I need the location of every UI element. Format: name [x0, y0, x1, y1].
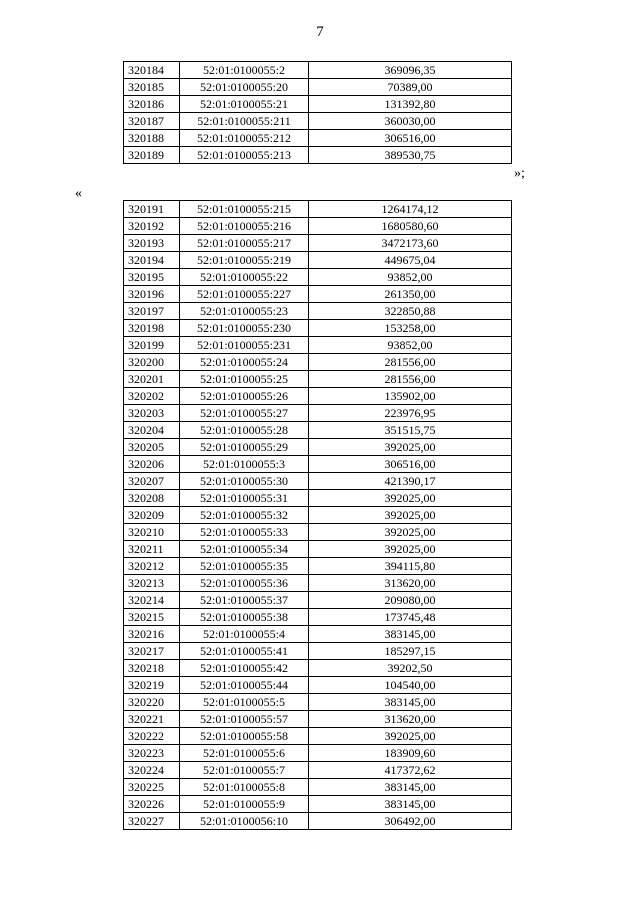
value-cell: 281556,00 — [309, 371, 512, 388]
cadastral-number-cell: 52:01:0100055:36 — [180, 575, 309, 592]
cadastral-number-cell: 52:01:0100055:41 — [180, 643, 309, 660]
cadastral-number-cell: 52:01:0100055:30 — [180, 473, 309, 490]
cadastral-number-cell: 52:01:0100055:57 — [180, 711, 309, 728]
cadastral-number-cell: 52:01:0100055:34 — [180, 541, 309, 558]
value-cell: 421390,17 — [309, 473, 512, 490]
value-cell: 392025,00 — [309, 490, 512, 507]
record-number-cell: 320194 — [124, 252, 180, 269]
page-number: 7 — [316, 24, 324, 40]
record-number-cell: 320200 — [124, 354, 180, 371]
cadastral-number-cell: 52:01:0100055:33 — [180, 524, 309, 541]
value-cell: 39202,50 — [309, 660, 512, 677]
table-row — [124, 354, 512, 371]
record-number-cell: 320221 — [124, 711, 180, 728]
cadastral-number-cell: 52:01:0100055:42 — [180, 660, 309, 677]
table-row — [124, 147, 512, 164]
cadastral-number-cell: 52:01:0100055:3 — [180, 456, 309, 473]
record-number-cell: 320218 — [124, 660, 180, 677]
record-number-cell: 320185 — [124, 79, 180, 96]
table-row — [124, 269, 512, 286]
cadastral-number-cell: 52:01:0100055:22 — [180, 269, 309, 286]
value-cell: 392025,00 — [309, 507, 512, 524]
value-cell: 1680580,60 — [309, 218, 512, 235]
cadastral-number-cell: 52:01:0100055:5 — [180, 694, 309, 711]
table-row — [124, 558, 512, 575]
cadastral-number-cell: 52:01:0100055:7 — [180, 762, 309, 779]
table-row — [124, 592, 512, 609]
cadastral-number-cell: 52:01:0100055:217 — [180, 235, 309, 252]
table-row — [124, 62, 512, 79]
cadastral-number-cell: 52:01:0100055:58 — [180, 728, 309, 745]
table-row — [124, 456, 512, 473]
record-number-cell: 320211 — [124, 541, 180, 558]
cadastral-number-cell: 52:01:0100055:9 — [180, 796, 309, 813]
table-row — [124, 677, 512, 694]
cadastral-number-cell: 52:01:0100055:20 — [180, 79, 309, 96]
record-number-cell: 320209 — [124, 507, 180, 524]
record-number-cell: 320188 — [124, 130, 180, 147]
record-number-cell: 320203 — [124, 405, 180, 422]
record-number-cell: 320192 — [124, 218, 180, 235]
table-row — [124, 439, 512, 456]
record-number-cell: 320187 — [124, 113, 180, 130]
value-cell: 351515,75 — [309, 422, 512, 439]
value-cell: 394115,80 — [309, 558, 512, 575]
cadastral-number-cell: 52:01:0100055:31 — [180, 490, 309, 507]
cadastral-number-cell: 52:01:0100055:29 — [180, 439, 309, 456]
cadastral-number-cell: 52:01:0100055:215 — [180, 201, 309, 218]
cadastral-number-cell: 52:01:0100055:4 — [180, 626, 309, 643]
value-cell: 392025,00 — [309, 524, 512, 541]
table-row — [124, 660, 512, 677]
table-row — [124, 796, 512, 813]
cadastral-table-1 — [123, 61, 512, 164]
value-cell: 383145,00 — [309, 796, 512, 813]
value-cell: 306516,00 — [309, 130, 512, 147]
record-number-cell: 320224 — [124, 762, 180, 779]
table-row — [124, 473, 512, 490]
record-number-cell: 320212 — [124, 558, 180, 575]
cadastral-number-cell: 52:01:0100055:231 — [180, 337, 309, 354]
record-number-cell: 320186 — [124, 96, 180, 113]
cadastral-number-cell: 52:01:0100055:23 — [180, 303, 309, 320]
record-number-cell: 320217 — [124, 643, 180, 660]
record-number-cell: 320226 — [124, 796, 180, 813]
table-row — [124, 745, 512, 762]
value-cell: 209080,00 — [309, 592, 512, 609]
table-row — [124, 643, 512, 660]
opening-quote: « — [75, 186, 82, 201]
record-number-cell: 320197 — [124, 303, 180, 320]
cadastral-number-cell: 52:01:0100055:2 — [180, 62, 309, 79]
value-cell: 131392,80 — [309, 96, 512, 113]
cadastral-number-cell: 52:01:0100055:216 — [180, 218, 309, 235]
record-number-cell: 320199 — [124, 337, 180, 354]
table-row — [124, 813, 512, 830]
table-row — [124, 286, 512, 303]
table-row — [124, 337, 512, 354]
value-cell: 383145,00 — [309, 779, 512, 796]
table-row — [124, 609, 512, 626]
value-cell: 306516,00 — [309, 456, 512, 473]
table-row — [124, 252, 512, 269]
value-cell: 392025,00 — [309, 728, 512, 745]
record-number-cell: 320191 — [124, 201, 180, 218]
cadastral-number-cell: 52:01:0100055:21 — [180, 96, 309, 113]
value-cell: 322850,88 — [309, 303, 512, 320]
value-cell: 223976,95 — [309, 405, 512, 422]
value-cell: 313620,00 — [309, 575, 512, 592]
table-row — [124, 218, 512, 235]
value-cell: 261350,00 — [309, 286, 512, 303]
cadastral-number-cell: 52:01:0100055:27 — [180, 405, 309, 422]
table-row — [124, 371, 512, 388]
record-number-cell: 320214 — [124, 592, 180, 609]
value-cell: 383145,00 — [309, 626, 512, 643]
record-number-cell: 320201 — [124, 371, 180, 388]
value-cell: 313620,00 — [309, 711, 512, 728]
table-row — [124, 235, 512, 252]
value-cell: 93852,00 — [309, 269, 512, 286]
record-number-cell: 320213 — [124, 575, 180, 592]
value-cell: 392025,00 — [309, 541, 512, 558]
value-cell: 70389,00 — [309, 79, 512, 96]
cadastral-number-cell: 52:01:0100055:38 — [180, 609, 309, 626]
value-cell: 183909,60 — [309, 745, 512, 762]
cadastral-number-cell: 52:01:0100055:212 — [180, 130, 309, 147]
cadastral-number-cell: 52:01:0100055:35 — [180, 558, 309, 575]
value-cell: 306492,00 — [309, 813, 512, 830]
value-cell: 383145,00 — [309, 694, 512, 711]
table-row — [124, 728, 512, 745]
value-cell: 185297,15 — [309, 643, 512, 660]
cadastral-number-cell: 52:01:0100055:37 — [180, 592, 309, 609]
table-row — [124, 524, 512, 541]
table-row — [124, 96, 512, 113]
value-cell: 104540,00 — [309, 677, 512, 694]
table-row — [124, 490, 512, 507]
record-number-cell: 320225 — [124, 779, 180, 796]
cadastral-number-cell: 52:01:0100055:25 — [180, 371, 309, 388]
table-row — [124, 711, 512, 728]
table-2-body — [124, 201, 512, 830]
record-number-cell: 320223 — [124, 745, 180, 762]
table-row — [124, 694, 512, 711]
table-row — [124, 79, 512, 96]
record-number-cell: 320208 — [124, 490, 180, 507]
record-number-cell: 320207 — [124, 473, 180, 490]
cadastral-number-cell: 52:01:0100055:211 — [180, 113, 309, 130]
cadastral-number-cell: 52:01:0100055:219 — [180, 252, 309, 269]
closing-quote: »; — [514, 166, 525, 181]
record-number-cell: 320222 — [124, 728, 180, 745]
value-cell: 392025,00 — [309, 439, 512, 456]
cadastral-number-cell: 52:01:0100056:10 — [180, 813, 309, 830]
cadastral-number-cell: 52:01:0100055:230 — [180, 320, 309, 337]
cadastral-number-cell: 52:01:0100055:24 — [180, 354, 309, 371]
value-cell: 93852,00 — [309, 337, 512, 354]
value-cell: 417372,62 — [309, 762, 512, 779]
value-cell: 369096,35 — [309, 62, 512, 79]
table-row — [124, 130, 512, 147]
value-cell: 281556,00 — [309, 354, 512, 371]
table-row — [124, 303, 512, 320]
record-number-cell: 320204 — [124, 422, 180, 439]
value-cell: 449675,04 — [309, 252, 512, 269]
record-number-cell: 320227 — [124, 813, 180, 830]
value-cell: 1264174,12 — [309, 201, 512, 218]
record-number-cell: 320216 — [124, 626, 180, 643]
value-cell: 153258,00 — [309, 320, 512, 337]
cadastral-number-cell: 52:01:0100055:213 — [180, 147, 309, 164]
cadastral-number-cell: 52:01:0100055:6 — [180, 745, 309, 762]
value-cell: 389530,75 — [309, 147, 512, 164]
value-cell: 135902,00 — [309, 388, 512, 405]
table-row — [124, 762, 512, 779]
cadastral-number-cell: 52:01:0100055:44 — [180, 677, 309, 694]
record-number-cell: 320220 — [124, 694, 180, 711]
cadastral-table-2 — [123, 200, 512, 830]
table-row — [124, 320, 512, 337]
record-number-cell: 320198 — [124, 320, 180, 337]
record-number-cell: 320206 — [124, 456, 180, 473]
cadastral-number-cell: 52:01:0100055:8 — [180, 779, 309, 796]
cadastral-number-cell: 52:01:0100055:32 — [180, 507, 309, 524]
record-number-cell: 320189 — [124, 147, 180, 164]
value-cell: 173745,48 — [309, 609, 512, 626]
record-number-cell: 320205 — [124, 439, 180, 456]
table-row — [124, 422, 512, 439]
table-row — [124, 201, 512, 218]
record-number-cell: 320215 — [124, 609, 180, 626]
table-row — [124, 113, 512, 130]
cadastral-number-cell: 52:01:0100055:26 — [180, 388, 309, 405]
value-cell: 360030,00 — [309, 113, 512, 130]
record-number-cell: 320184 — [124, 62, 180, 79]
table-row — [124, 541, 512, 558]
record-number-cell: 320202 — [124, 388, 180, 405]
record-number-cell: 320195 — [124, 269, 180, 286]
value-cell: 3472173,60 — [309, 235, 512, 252]
table-row — [124, 507, 512, 524]
table-1-body — [124, 62, 512, 164]
table-row — [124, 388, 512, 405]
cadastral-number-cell: 52:01:0100055:227 — [180, 286, 309, 303]
record-number-cell: 320219 — [124, 677, 180, 694]
record-number-cell: 320193 — [124, 235, 180, 252]
record-number-cell: 320196 — [124, 286, 180, 303]
table-row — [124, 779, 512, 796]
cadastral-number-cell: 52:01:0100055:28 — [180, 422, 309, 439]
table-row — [124, 575, 512, 592]
table-row — [124, 405, 512, 422]
record-number-cell: 320210 — [124, 524, 180, 541]
table-row — [124, 626, 512, 643]
